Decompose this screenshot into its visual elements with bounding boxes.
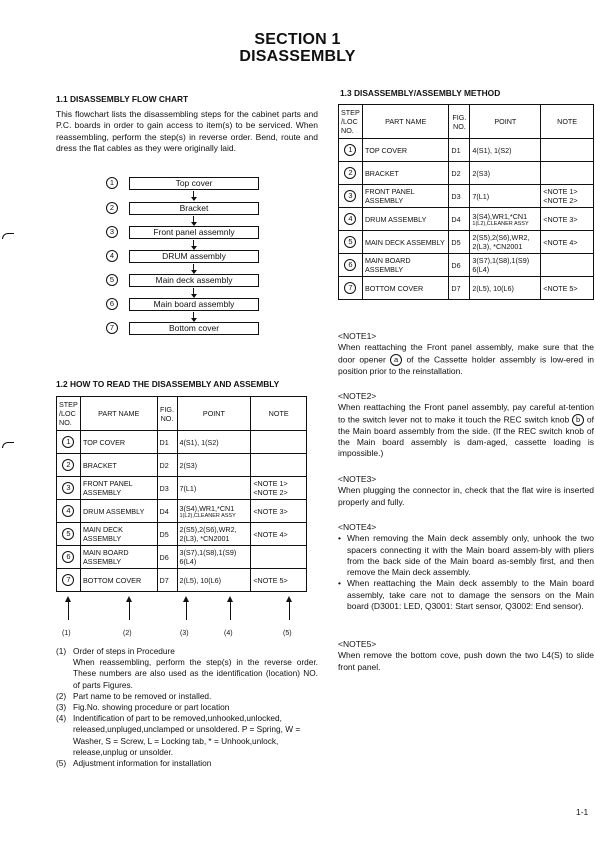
flow-step-3-number: 3 — [106, 226, 118, 238]
marker-b: b — [572, 414, 584, 426]
list-item: (5) Adjustment information for installation — [56, 758, 212, 769]
note — [251, 546, 307, 569]
table-row — [339, 185, 594, 208]
step-number: 5 — [62, 528, 74, 540]
table-row — [57, 431, 307, 454]
note-2-title: <NOTE2> — [338, 391, 377, 401]
note-3-text: When plugging the connector in, check that the flat wire is inserted properly and fully. — [338, 485, 594, 507]
note: <NOTE 5> — [251, 569, 307, 592]
point-cell — [470, 208, 541, 231]
note-1 — [338, 331, 594, 377]
list-item-title: Order of steps in Procedure — [73, 646, 175, 656]
note: <NOTE 5> — [541, 277, 594, 300]
flow-step-4-box: DRUM assembly — [129, 250, 259, 263]
part-name: FRONT PANEL ASSEMBLY — [362, 185, 448, 208]
step-number: 7 — [62, 574, 74, 586]
fig-no: D6 — [157, 546, 177, 569]
point: 7(L1) — [470, 185, 541, 208]
header-note: NOTE — [541, 105, 594, 139]
part-name: FRONT PANEL ASSEMBLY — [80, 477, 157, 500]
fig-no: D3 — [157, 477, 177, 500]
table-row — [57, 523, 307, 546]
flow-arrow — [193, 264, 194, 273]
part-name: MAIN DECK ASSEMBLY — [80, 523, 157, 546]
header-part-name: PART NAME — [80, 397, 157, 431]
flow-step-2-number: 2 — [106, 202, 118, 214]
note-4 — [338, 522, 594, 612]
arrow-label-4: (4) — [224, 630, 233, 637]
step-number: 1 — [62, 436, 74, 448]
step-number: 4 — [62, 505, 74, 517]
step-number: 5 — [344, 236, 356, 248]
header-step: STEP /LOC NO. — [57, 397, 81, 431]
note: <NOTE 1> <NOTE 2> — [541, 185, 594, 208]
point-sub: 1(L2),CLEANER ASSY — [179, 512, 236, 519]
point: 4(S1), 1(S2) — [470, 139, 541, 162]
note-2 — [338, 391, 594, 459]
fig-no: D6 — [449, 254, 470, 277]
flow-step-5-number: 5 — [106, 274, 118, 286]
flow-step-7-box: Bottom cover — [129, 322, 259, 335]
list-item: (1) Order of steps in Procedure When reassembling, perform the step(s) in the reverse order. These numbers are also used as the identification (location) NO. of parts Figures. — [56, 646, 318, 690]
header-note: NOTE — [251, 397, 307, 431]
note: <NOTE 3> — [541, 208, 594, 231]
table-row — [57, 500, 307, 523]
note — [251, 431, 307, 454]
note — [251, 454, 307, 477]
note: <NOTE 3> — [251, 500, 307, 523]
header-fig-no: FIG. NO. — [157, 397, 177, 431]
flow-step-6-number: 6 — [106, 298, 118, 310]
point: 7(L1) — [177, 477, 251, 500]
note: <NOTE 4> — [541, 231, 594, 254]
fig-no: D3 — [449, 185, 470, 208]
note-5-text: When remove the bottom cove, push down the two L4(S) to slide front panel. — [338, 650, 594, 672]
up-arrow-4 — [230, 598, 231, 620]
flow-arrow — [193, 191, 194, 200]
list-item: (3) Fig.No. showing procedure or part location — [56, 702, 230, 713]
list-item-detail: When reassembling, perform the step(s) in the reverse order. These numbers are also used as the identification (location) NO. of parts Figures. — [73, 657, 318, 690]
fig-no: D4 — [449, 208, 470, 231]
note-4-title: <NOTE4> — [338, 522, 377, 532]
note: <NOTE 1> <NOTE 2> — [251, 477, 307, 500]
step-number: 2 — [344, 167, 356, 179]
step-number: 3 — [344, 190, 356, 202]
table-row — [339, 139, 594, 162]
flow-arrow — [193, 216, 194, 225]
arrow-label-3: (3) — [180, 630, 189, 637]
scan-edge-mark-1 — [2, 233, 14, 239]
list-item: • When removing the Main deck assembly only, unhook the two spacers connecting it with the Main board assem-bly with pliers from the back side of the Main board as-sembly first, and then remove the Main deck assembly. — [338, 533, 594, 578]
part-name: TOP COVER — [362, 139, 448, 162]
point: 3(S4),WR1,*CN1 — [179, 503, 235, 513]
point-sub: 1(L2),CLEANER ASSY — [472, 220, 529, 227]
list-item: (4) Indentification of part to be removed,unhooked,unlocked, released,unpluged,unclamped or unsoldered. P = Spring, W = Washer, S = Screw, L = Locking tab, * = Unhook,unlock, release,unplug or unsolder. — [56, 713, 301, 757]
list-item-title: Fig.No. showing procedure or part location — [73, 702, 230, 713]
flow-step-2-box: Bracket — [129, 202, 259, 215]
part-name: TOP COVER — [80, 431, 157, 454]
flow-arrow — [193, 312, 194, 321]
table-row — [339, 277, 594, 300]
note — [541, 254, 594, 277]
flow-step-5-box: Main deck assembly — [129, 274, 259, 287]
fig-no: D1 — [449, 139, 470, 162]
header-part-name: PART NAME — [362, 105, 448, 139]
up-arrow-2 — [129, 598, 130, 620]
header-point: POINT — [177, 397, 251, 431]
part-name: MAIN BOARD ASSEMBLY — [362, 254, 448, 277]
fig-no: D4 — [157, 500, 177, 523]
note-1-title: <NOTE1> — [338, 331, 377, 341]
up-arrow-3 — [186, 598, 187, 620]
note-1-text: When reattaching the Front panel assembly, make sure that the door opener a of the Cassette holder assembly is low-ered in position prior to the reinstallation. — [338, 342, 594, 376]
list-item-title: Indentification of part to be removed,unhooked,unlocked, released,unpluged,unclamped or unsoldered. P = Spring, W = Washer, S = Screw, L = Locking tab, * = Unhook,unlock, release,unplug or unsolder. — [73, 713, 301, 757]
part-name: DRUM ASSEMBLY — [362, 208, 448, 231]
list-item: (2) Part name to be removed or installed. — [56, 690, 212, 701]
part-name: MAIN BOARD ASSEMBLY — [80, 546, 157, 569]
flow-step-1-box: Top cover — [129, 177, 259, 190]
point: 4(S1), 1(S2) — [177, 431, 251, 454]
flow-arrow — [193, 288, 194, 297]
note-3-title: <NOTE3> — [338, 474, 377, 484]
disassembly-method-table — [338, 104, 594, 300]
flow-step-4-number: 4 — [106, 250, 118, 262]
list-item: • When reattaching the Main deck assembly to the Main board assembly, take care not to damage the sensors on the Main board (D3001: LED, Q3001: Start sensor, Q3002: End sensor). — [338, 578, 594, 612]
part-name: BOTTOM COVER — [362, 277, 448, 300]
point: 2(L5), 10(L6) — [177, 569, 251, 592]
fig-no: D7 — [157, 569, 177, 592]
table-row — [339, 162, 594, 185]
arrow-label-2: (2) — [123, 630, 132, 637]
read-example-table — [56, 396, 307, 592]
note-2-text: When reattaching the Front panel assembly, pay careful at-tention to the switch lever not to make it touch the REC switch knob b of the Main board assembly from the side. (If the REC switch knob of the Main board assembly is dam-aged, cassette loading is impossible.) — [338, 402, 595, 459]
page-number: 1-1 — [576, 807, 589, 817]
point: 2(L5), 10(L6) — [470, 277, 541, 300]
table-row — [57, 477, 307, 500]
fig-no: D5 — [449, 231, 470, 254]
arrow-label-5: (5) — [283, 630, 292, 637]
fig-no: D1 — [157, 431, 177, 454]
note-3 — [338, 474, 594, 508]
list-item-title: Adjustment information for installation — [73, 758, 212, 769]
table-row — [339, 254, 594, 277]
note-4-list — [338, 533, 594, 612]
point: 2(S5),2(S6),WR2, 2(L3), *CN2001 — [470, 231, 541, 254]
table-row — [339, 208, 594, 231]
section-number: SECTION 1 — [254, 31, 341, 48]
flow-step-1-number: 1 — [106, 177, 118, 189]
table-row — [57, 454, 307, 477]
section-title: DISASSEMBLY — [239, 48, 356, 65]
point: 3(S4),WR1,*CN1 — [472, 211, 528, 221]
step-number: 6 — [62, 551, 74, 563]
point: 3(S7),1(S8),1(S9) 6(L4) — [470, 254, 541, 277]
fig-no: D7 — [449, 277, 470, 300]
part-name: BRACKET — [362, 162, 448, 185]
point: 2(S3) — [470, 162, 541, 185]
step-number: 7 — [344, 282, 356, 294]
note — [541, 139, 594, 162]
flowchart-intro: This flowchart lists the disassembling steps for the cabinet parts and P.C. boards in order to gain access to item(s) to be serviced. When reassembling, perform the step(s) in reverse order. Bend, route and dress the flat cables as they were originally laid. — [56, 109, 318, 153]
point: 2(S3) — [177, 454, 251, 477]
part-name: MAIN DECK ASSEMBLY — [362, 231, 448, 254]
table-row — [57, 569, 307, 592]
point: 3(S7),1(S8),1(S9) 6(L4) — [177, 546, 251, 569]
part-name: DRUM ASSEMBLY — [80, 500, 157, 523]
note-5-title: <NOTE5> — [338, 639, 377, 649]
flow-step-7-number: 7 — [106, 322, 118, 334]
part-name: BRACKET — [80, 454, 157, 477]
header-step: STEP /LOC NO. — [339, 105, 363, 139]
table-row — [57, 546, 307, 569]
note — [541, 162, 594, 185]
fig-no: D2 — [157, 454, 177, 477]
up-arrow-1 — [68, 598, 69, 620]
fig-no: D5 — [157, 523, 177, 546]
note-5 — [338, 639, 594, 673]
point: 2(S5),2(S6),WR2, 2(L3), *CN2001 — [177, 523, 251, 546]
heading-1-3: 1.3 DISASSEMBLY/ASSEMBLY METHOD — [340, 88, 501, 98]
flow-step-3-box: Front panel assemnly — [129, 226, 259, 239]
marker-a: a — [390, 354, 402, 366]
step-number: 1 — [344, 144, 356, 156]
heading-1-1: 1.1 DISASSEMBLY FLOW CHART — [56, 94, 189, 104]
flow-step-6-box: Main board assembly — [129, 298, 259, 311]
legend-list — [56, 646, 318, 769]
note: <NOTE 4> — [251, 523, 307, 546]
point-cell — [177, 500, 251, 523]
up-arrow-5 — [289, 598, 290, 620]
arrow-label-1: (1) — [62, 630, 71, 637]
part-name: BOTTOM COVER — [80, 569, 157, 592]
scan-edge-mark-2 — [2, 442, 14, 448]
list-item-title: Part name to be removed or installed. — [73, 690, 212, 701]
step-number: 6 — [344, 259, 356, 271]
table-row — [339, 231, 594, 254]
step-number: 2 — [62, 459, 74, 471]
fig-no: D2 — [449, 162, 470, 185]
flow-arrow — [193, 240, 194, 249]
step-number: 4 — [344, 213, 356, 225]
step-number: 3 — [62, 482, 74, 494]
header-fig-no: FIG. NO. — [449, 105, 470, 139]
header-point: POINT — [470, 105, 541, 139]
heading-1-2: 1.2 HOW TO READ THE DISASSEMBLY AND ASSEMBLY — [56, 379, 280, 389]
